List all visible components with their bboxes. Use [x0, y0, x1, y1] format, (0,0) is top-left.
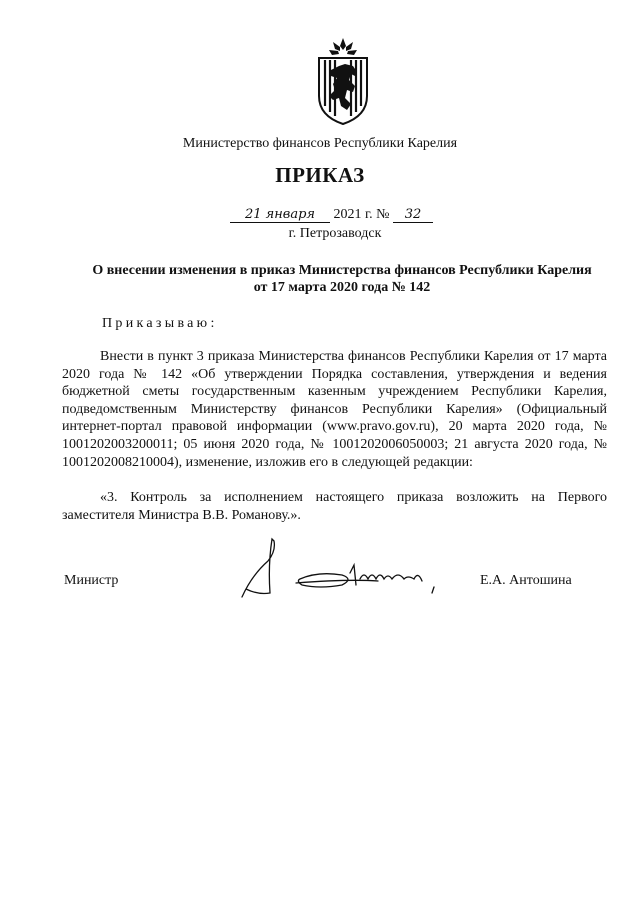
city-line: г. Петрозаводск	[288, 226, 382, 241]
body-paragraph: Внести в пункт 3 приказа Министерства финансов Республики Карелия от 17 марта 2020 года № 142 «Об утверждении Порядка составления, утверждения и ведения бюджетной сметы государственным казенным учреждением Республики Карелия, подведомственным Министерству финансов Республики Карелия» (Официальный интернет-портал правовой информации (www.pravo.gov.ru), 20 марта 2020 года, № 1001202003200011; 05 июня 2020 года, № 1001202006050003; 21 августа 2020 года, № 1001202008210004), изменение, изложив его в следующей редакции:	[62, 349, 607, 470]
handwritten-date: 21 января	[230, 207, 330, 223]
document-title: ПРИКАЗ	[275, 163, 365, 187]
signatory-position: Министр	[64, 573, 119, 588]
signatory-name: Е.А. Антошина	[480, 573, 572, 588]
quoted-amendment: «3. Контроль за исполнением настоящего приказа возложить на Первого заместителя Министра В.В. Романову.».	[62, 490, 607, 523]
date-number-line	[230, 207, 433, 223]
handwritten-number: 32	[393, 207, 433, 223]
document-subject	[62, 262, 622, 296]
ministry-name: Министерство финансов Республики Карелия	[182, 136, 458, 151]
handwritten-signature	[238, 535, 450, 607]
karelia-coat-of-arms-icon	[311, 36, 375, 126]
subject-line-2: от 17 марта 2020 года № 142	[253, 280, 431, 295]
number-sign: №	[376, 207, 390, 222]
subject-line-1: О внесении изменения в приказ Министерства финансов Республики Карелия	[92, 263, 592, 278]
order-word: Приказываю:	[102, 316, 218, 331]
year-text: 2021 г.	[333, 207, 373, 222]
